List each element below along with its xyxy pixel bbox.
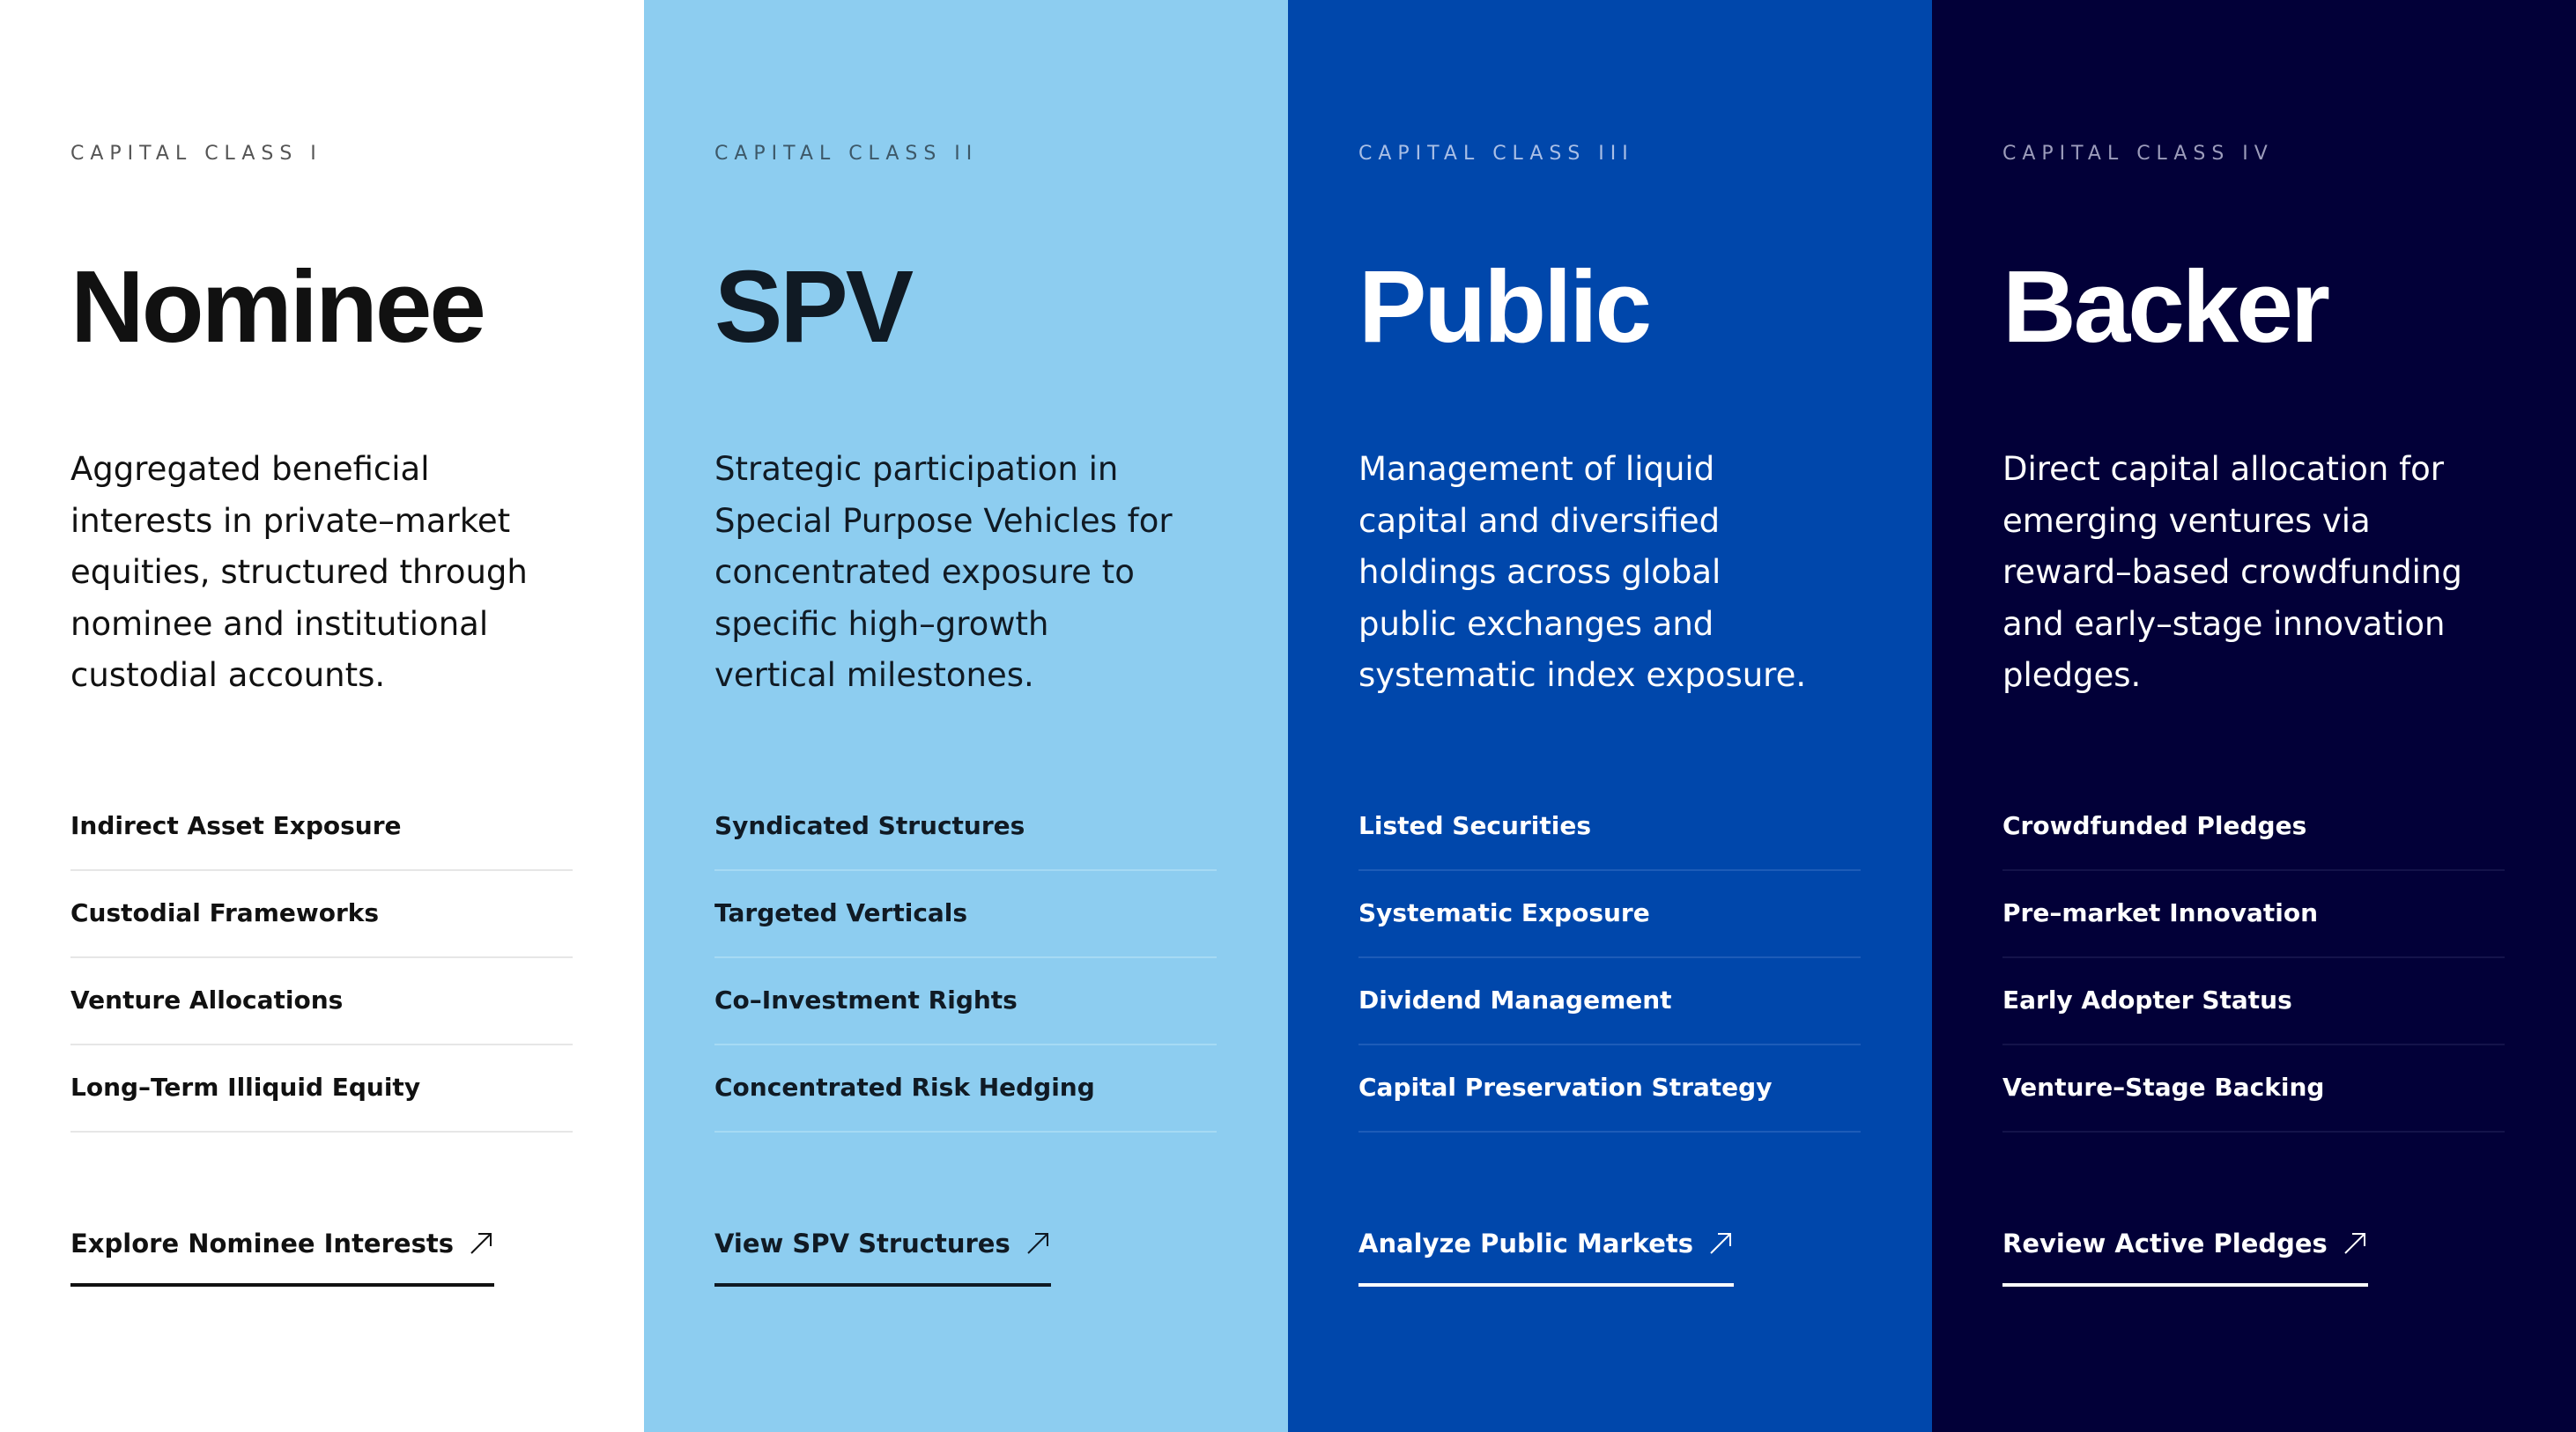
feature-item: Targeted Verticals — [714, 871, 1217, 958]
class-label: CAPITAL CLASS II — [714, 143, 979, 165]
cta-label: Analyze Public Markets — [1358, 1229, 1694, 1259]
class-description: Management of liquid capital and diversified holdings across global public exchanges and systematic index exposure. — [1358, 450, 1807, 694]
class-title: SPV — [714, 249, 912, 364]
column-backer — [1932, 0, 2576, 1432]
class-title: Backer — [2002, 249, 2328, 364]
cta-label: View SPV Structures — [714, 1229, 1010, 1259]
arrow-up-right-icon — [468, 1230, 494, 1257]
explore-nominee-interests-link[interactable] — [70, 1229, 494, 1287]
column-nominee — [0, 0, 644, 1432]
feature-item: Pre–market Innovation — [2002, 871, 2505, 958]
analyze-public-markets-link[interactable] — [1358, 1229, 1734, 1287]
feature-item: Venture Allocations — [70, 958, 573, 1045]
feature-item: Listed Securities — [1358, 784, 1861, 871]
feature-item: Co–Investment Rights — [714, 958, 1217, 1045]
class-description: Direct capital allocation for emerging ventures via reward–based crowdfunding and early–stage innovation pledges. — [2002, 450, 2462, 694]
column-spv — [644, 0, 1288, 1432]
feature-item: Capital Preservation Strategy — [1358, 1045, 1861, 1133]
class-description: Aggregated beneficial interests in private–market equities, structured through nominee and institutional custodial accounts. — [70, 450, 528, 694]
class-label: CAPITAL CLASS III — [1358, 143, 1634, 165]
cta-label: Review Active Pledges — [2002, 1229, 2328, 1259]
column-public — [1288, 0, 1932, 1432]
arrow-up-right-icon — [1707, 1230, 1734, 1257]
cta-label: Explore Nominee Interests — [70, 1229, 454, 1259]
feature-item: Venture–Stage Backing — [2002, 1045, 2505, 1133]
view-spv-structures-link[interactable] — [714, 1229, 1051, 1287]
feature-list — [1358, 784, 1861, 1133]
class-label: CAPITAL CLASS IV — [2002, 143, 2274, 165]
feature-item: Systematic Exposure — [1358, 871, 1861, 958]
class-description: Strategic participation in Special Purpose Vehicles for concentrated exposure to specific high–growth vertical milestones. — [714, 450, 1173, 694]
feature-item: Concentrated Risk Hedging — [714, 1045, 1217, 1133]
class-title: Nominee — [70, 249, 484, 364]
feature-item: Custodial Frameworks — [70, 871, 573, 958]
feature-list — [70, 784, 573, 1133]
feature-list — [714, 784, 1217, 1133]
arrow-up-right-icon — [2342, 1230, 2368, 1257]
class-title: Public — [1358, 249, 1650, 364]
feature-item: Dividend Management — [1358, 958, 1861, 1045]
feature-item: Syndicated Structures — [714, 784, 1217, 871]
feature-item: Indirect Asset Exposure — [70, 784, 573, 871]
arrow-up-right-icon — [1025, 1230, 1051, 1257]
review-active-pledges-link[interactable] — [2002, 1229, 2368, 1287]
feature-list — [2002, 784, 2505, 1133]
class-label: CAPITAL CLASS I — [70, 143, 322, 165]
feature-item: Long–Term Illiquid Equity — [70, 1045, 573, 1133]
feature-item: Early Adopter Status — [2002, 958, 2505, 1045]
feature-item: Crowdfunded Pledges — [2002, 784, 2505, 871]
